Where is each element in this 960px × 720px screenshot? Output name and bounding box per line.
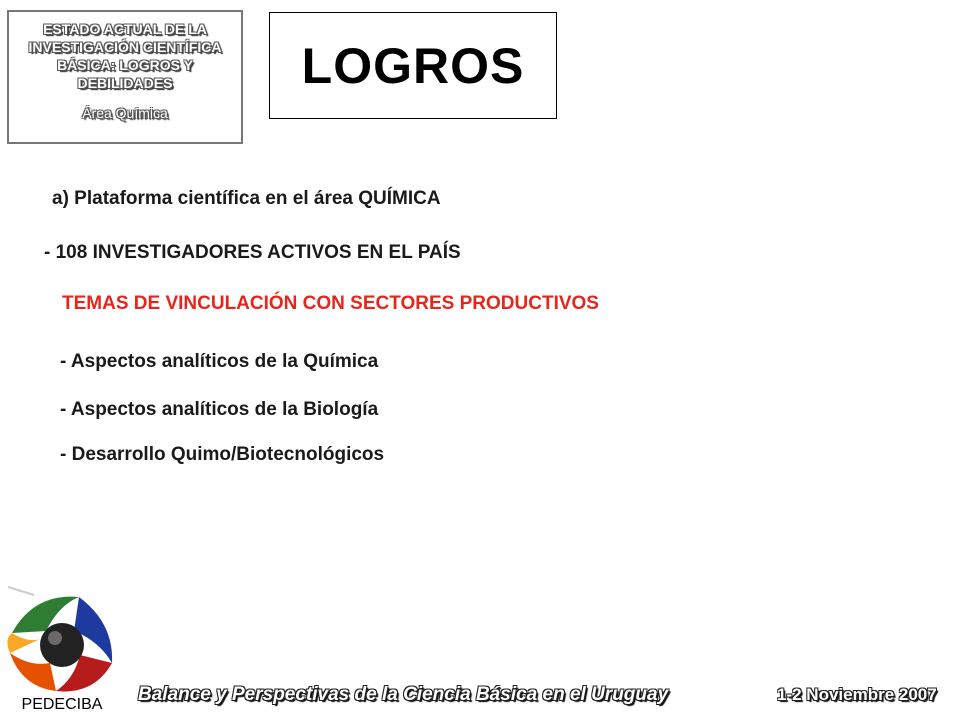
page-title: LOGROS: [301, 37, 525, 94]
item-a: a) Plataforma científica en el área QUÍMICA: [52, 188, 441, 209]
header-line-3: BÁSICA: LOGROS Y: [57, 57, 193, 73]
topic-item-3: - Desarrollo Quimo/Biotecnológicos: [60, 444, 385, 465]
header-line-4: DEBILIDADES: [77, 75, 173, 91]
footer-date: 1-2 Noviembre 2007: [777, 685, 937, 704]
footer-event: Balance y Perspectivas de la Ciencia Básica en el Uruguay: [138, 684, 669, 705]
pedeciba-logo: [4, 583, 122, 715]
pedeciba-star-logo-icon: [4, 583, 122, 715]
title-box: [269, 12, 557, 119]
topic-item-2: - Aspectos analíticos de la Biología: [60, 399, 379, 420]
header-line-2: INVESTIGACIÓN CIENTÍFICA: [28, 39, 222, 55]
topic-item-1: - Aspectos analíticos de la Química: [60, 351, 379, 372]
slide-header-box: [7, 10, 243, 144]
header-line-1: ESTADO ACTUAL DE LA: [43, 21, 207, 37]
logo-text: PEDECIBA: [21, 696, 103, 713]
researchers-line: - 108 INVESTIGADORES ACTIVOS EN EL PAÍS: [44, 242, 461, 263]
header-subtitle: Área Química: [82, 105, 168, 121]
topics-heading: TEMAS DE VINCULACIÓN CON SECTORES PRODUCTIVOS: [62, 293, 599, 314]
